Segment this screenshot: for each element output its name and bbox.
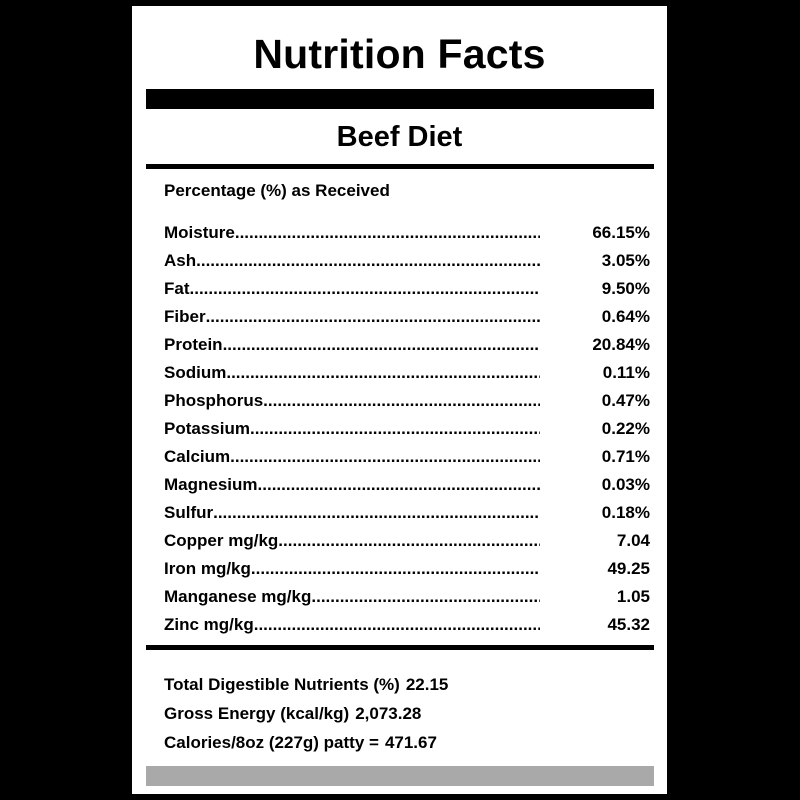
title-divider-bar <box>146 89 654 109</box>
nutrient-value: 0.11% <box>602 363 650 382</box>
dot-leader <box>250 419 540 439</box>
gross-energy-line <box>164 699 644 728</box>
calories-line <box>164 728 644 757</box>
nutrient-row <box>164 331 650 359</box>
nutrient-value: 1.05 <box>616 587 650 606</box>
nutrient-name: Protein <box>164 335 223 354</box>
summary-footer <box>164 670 644 757</box>
dot-leader <box>254 615 540 635</box>
tdn-line <box>164 670 644 699</box>
nutrient-name: Phosphorus <box>164 391 264 410</box>
nutrient-list <box>164 219 650 639</box>
nutrient-value: 66.15% <box>592 223 650 242</box>
nutrient-name: Fat <box>164 279 190 298</box>
nutrient-value: 0.71% <box>601 447 650 466</box>
nutrient-name: Moisture <box>164 223 235 242</box>
dot-leader <box>213 503 540 523</box>
tdn-value: 22.15 <box>405 674 449 694</box>
nutrient-row <box>164 443 650 471</box>
nutrient-row <box>164 275 650 303</box>
dot-leader <box>223 335 540 355</box>
nutrient-name: Fiber <box>164 307 206 326</box>
nutrient-row <box>164 415 650 443</box>
dot-leader <box>258 475 540 495</box>
nutrient-value: 7.04 <box>616 531 650 550</box>
section-label: Percentage (%) as Received <box>164 181 390 200</box>
nutrient-row <box>164 611 650 639</box>
dot-leader <box>251 559 540 579</box>
dot-leader <box>311 587 540 607</box>
nutrient-value: 20.84% <box>592 335 650 354</box>
label-subtitle: Beef Diet <box>336 121 463 153</box>
nutrient-name: Iron mg/kg <box>164 559 251 578</box>
dot-leader <box>206 307 540 327</box>
nutrient-name: Sodium <box>164 363 227 382</box>
gross-energy-value: 2,073.28 <box>355 703 422 723</box>
gross-energy-label: Gross Energy (kcal/kg) <box>164 703 350 723</box>
dot-leader <box>230 447 540 467</box>
nutrient-value: 0.03% <box>601 475 650 494</box>
calories-label: Calories/8oz (227g) patty = <box>164 732 379 752</box>
nutrient-value: 9.50% <box>601 279 650 298</box>
nutrient-row <box>164 555 650 583</box>
nutrient-value: 0.18% <box>601 503 650 522</box>
footer-divider <box>146 645 654 650</box>
bottom-grey-bar <box>146 766 654 786</box>
dot-leader <box>190 279 541 299</box>
nutrient-row <box>164 359 650 387</box>
nutrient-name: Calcium <box>164 447 231 466</box>
nutrient-row <box>164 527 650 555</box>
nutrient-row <box>164 387 650 415</box>
nutrient-name: Ash <box>164 251 197 270</box>
nutrient-value: 49.25 <box>607 559 650 578</box>
nutrient-row <box>164 471 650 499</box>
nutrient-name: Manganese mg/kg <box>164 587 312 606</box>
tdn-label: Total Digestible Nutrients (%) <box>164 674 400 694</box>
nutrient-name: Sulfur <box>164 503 214 522</box>
dot-leader <box>196 251 540 271</box>
dot-leader <box>263 391 540 411</box>
nutrient-value: 3.05% <box>601 251 650 270</box>
nutrient-name: Copper mg/kg <box>164 531 279 550</box>
section-divider <box>146 164 654 169</box>
calories-value: 471.67 <box>384 732 437 752</box>
nutrient-name: Zinc mg/kg <box>164 615 254 634</box>
nutrition-label <box>132 6 667 794</box>
label-title: Nutrition Facts <box>253 31 546 77</box>
dot-leader <box>278 531 540 551</box>
nutrient-value: 0.47% <box>601 391 650 410</box>
dot-leader <box>226 363 540 383</box>
nutrient-value: 45.32 <box>607 615 650 634</box>
nutrient-value: 0.64% <box>601 307 650 326</box>
nutrient-row <box>164 583 650 611</box>
nutrient-row <box>164 303 650 331</box>
nutrient-name: Magnesium <box>164 475 258 494</box>
nutrient-name: Potassium <box>164 419 250 438</box>
nutrient-row <box>164 247 650 275</box>
nutrient-row <box>164 499 650 527</box>
dot-leader <box>235 223 540 243</box>
nutrient-row <box>164 219 650 247</box>
nutrient-value: 0.22% <box>601 419 650 438</box>
